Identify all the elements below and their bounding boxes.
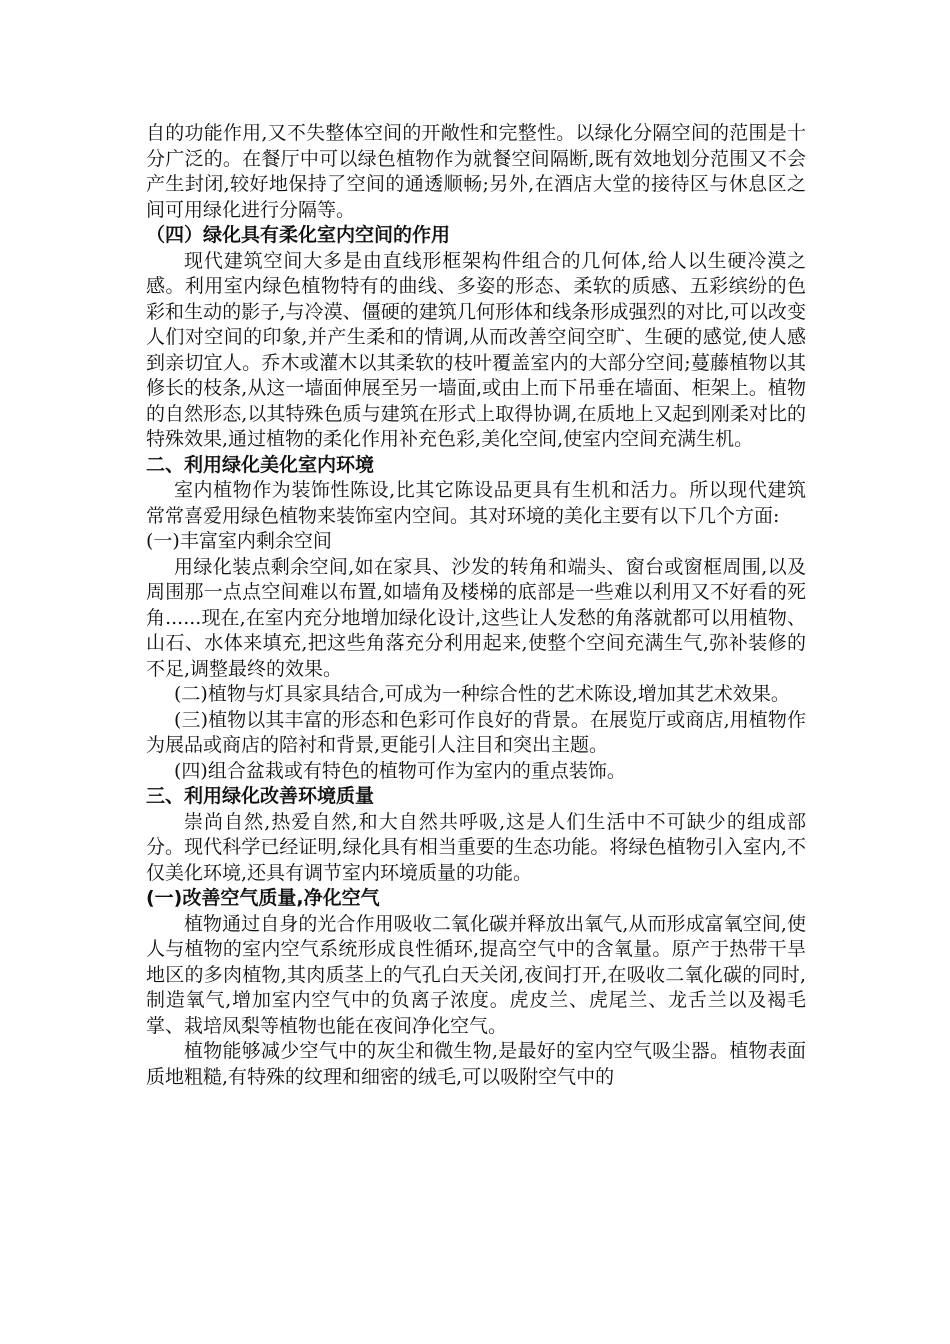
- section-heading-1: (一)改善空气质量,净化空气: [146, 887, 380, 909]
- paragraph: 崇尚自然,热爱自然,和大自然共呼吸,这是人们生活中不可缺少的组成部分。现代科学已经证明,绿化具有相当重要的生态功能。将绿色植物引入室内,不仅美化环境,还具有调节室内环境质量的功能。: [146, 810, 806, 884]
- section-heading-4: （四）绿化具有柔化室内空间的作用: [146, 224, 451, 246]
- document-body: [146, 121, 806, 1090]
- paragraph: 用绿化装点剩余空间,如在家具、沙发的转角和端头、窗台或窗框周围,以及周围那一点点空间难以布置,如墙角及楼梯的底部是一些难以利用又不好看的死角......现在,在室内充分地增加绿化设计,这些让人发愁的角落就都可以用植物、山石、水体来填充,把这些角落充分利用起来,使整个空间充满生气,弥补装修的不足,调整最终的效果。: [146, 555, 806, 680]
- paragraph: (三)植物以其丰富的形态和色彩可作良好的背景。在展览厅或商店,用植物作为展品或商店的陪衬和背景,更能引人注目和突出主题。: [146, 708, 806, 756]
- chapter-heading-2: 二、利用绿化美化室内环境: [146, 453, 375, 476]
- paragraph: 植物通过自身的光合作用吸收二氧化碳并释放出氧气,从而形成富氧空间,使人与植物的室内空气系统形成良性循环,提高空气中的含氧量。原产于热带干旱地区的多肉植物,其肉质茎上的气孔白天关闭,夜间打开,在吸收二氧化碳的同时,制造氧气,增加室内空气中的负离子浓度。虎皮兰、虎尾兰、龙舌兰以及褐毛掌、栽培凤梨等植物也能在夜间净化空气。: [146, 912, 806, 1037]
- paragraph: 现代建筑空间大多是由直线形框架构件组合的几何体,给人以生硬冷漠之感。利用室内绿色植物特有的曲线、多姿的形态、柔软的质感、五彩缤纷的色彩和生动的影子,与冷漠、僵硬的建筑几何形体和线条形成强烈的对比,可以改变人们对空间的印象,并产生柔和的情调,从而改善空间空旷、生硬的感觉,使人感到亲切宜人。乔木或灌木以其柔软的枝叶覆盖室内的大部分空间;蔓藤植物以其修长的枝条,从这一墙面伸展至另一墙面,或由上而下吊垂在墙面、柜架上。植物的自然形态,以其特殊色质与建筑在形式上取得协调,在质地上又起到刚柔对比的特殊效果,通过植物的柔化作用补充色彩,美化空间,使室内空间充满生机。: [146, 249, 806, 450]
- paragraph: 室内植物作为装饰性陈设,比其它陈设品更具有生机和活力。所以现代建筑常常喜爱用绿色植物来装饰室内空间。其对环境的美化主要有以下几个方面:: [146, 479, 806, 527]
- chapter-heading-3: 三、利用绿化改善环境质量: [146, 785, 375, 807]
- paragraph: 自的功能作用,又不失整体空间的开敞性和完整性。以绿化分隔空间的范围是十分广泛的。在餐厅中可以绿色植物作为就餐空间隔断,既有效地划分范围又不会产生封闭,较好地保持了空间的通透顺畅;另外,在酒店大堂的接待区与休息区之间可用绿化进行分隔等。: [146, 122, 806, 221]
- subsection-heading-1: (一)丰富室内剩余空间: [146, 530, 332, 552]
- paragraph: 植物能够减少空气中的灰尘和微生物,是最好的室内空气吸尘器。植物表面质地粗糙,有特殊的纹理和细密的绒毛,可以吸附空气中的: [146, 1040, 806, 1088]
- paragraph: (四)组合盆栽或有特色的植物可作为室内的重点装饰。: [174, 759, 626, 782]
- paragraph: (二)植物与灯具家具结合,可成为一种综合性的艺术陈设,增加其艺术效果。: [174, 683, 790, 705]
